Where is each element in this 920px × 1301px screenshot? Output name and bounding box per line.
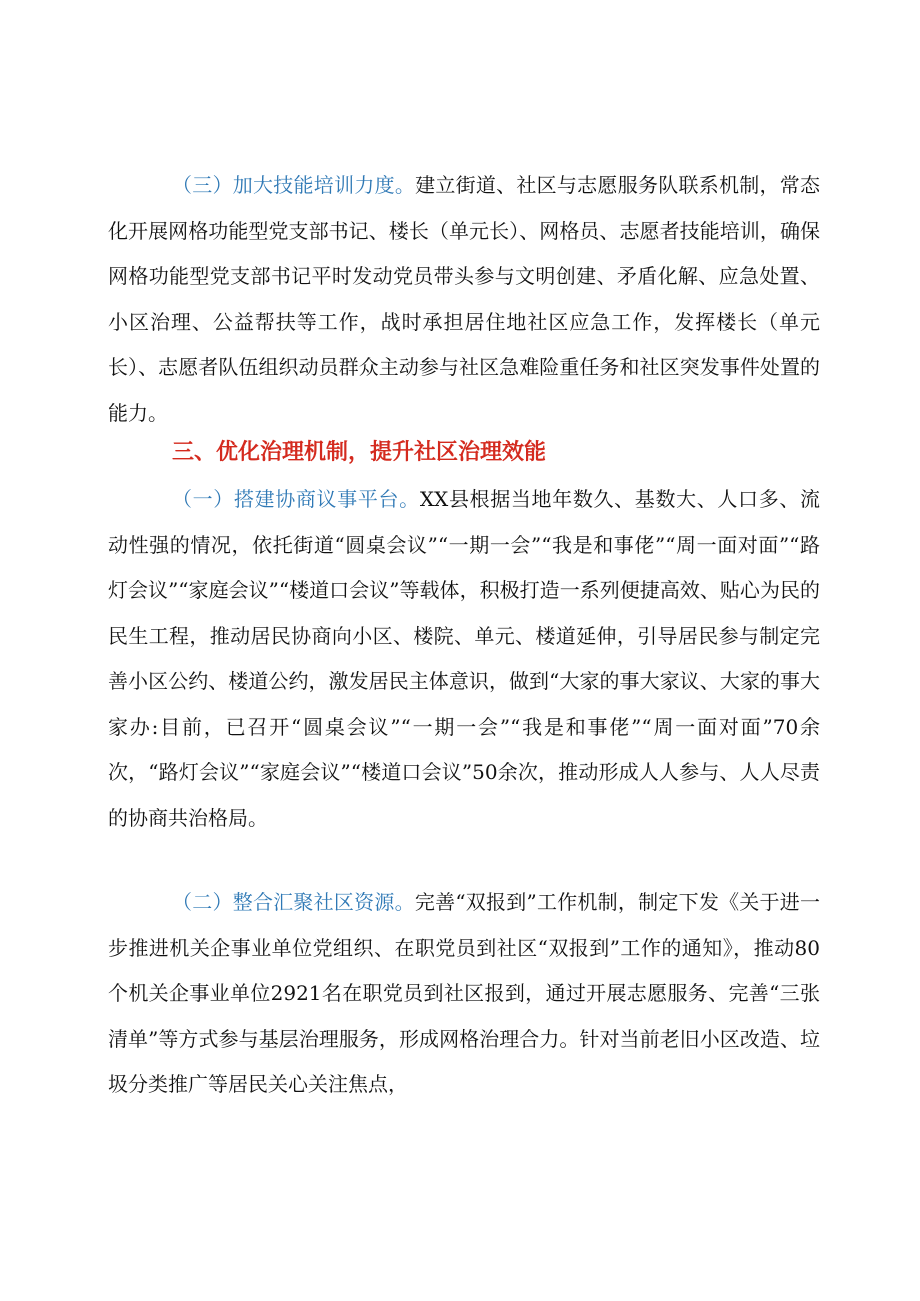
paragraph-lead-heading: （二）整合汇聚社区资源。 [172, 890, 415, 914]
paragraph-consultation-platform [108, 477, 820, 841]
paragraph-body-text: 建立街道、社区与志愿服务队联系机制，常态化开展网格功能型党支部书记、楼长（单元长）、网格员、志愿者技能培训，确保网格功能型党支部书记平时发动党员带头参与文明创建、矛盾化解、应急处置、小区治理、公益帮扶等工作，战时承担居住地社区应急工作，发挥楼长（单元长）、志愿者队伍组织动员群众主动参与社区急难险重任务和社区突发事件处置的能力。 [108, 173, 821, 425]
paragraph-skills-training [108, 163, 820, 436]
paragraph-lead-heading: （一）搭建协商议事平台。 [172, 487, 420, 511]
paragraph-community-resources [108, 880, 820, 1108]
paragraph-body-text: 完善“双报到”工作机制，制定下发《关于进一步推进机关企事业单位党组织、在职党员到社区“双报到”工作的通知》，推动80个机关企事业单位2921名在职党员到社区报到，通过开展志愿服务、完善“三张清单”等方式参与基层治理服务，形成网格治理合力。针对当前老旧小区改造、垃圾分类推广等居民关心关注焦点， [108, 890, 821, 1096]
section-heading: 三、优化治理机制，提升社区治理效能 [172, 440, 547, 465]
paragraph-body-text: XX县根据当地年数久、基数大、人口多、流动性强的情况，依托街道“圆桌会议”“一期一会”“我是和事佬”“周一面对面”“路灯会议”“家庭会议”“楼道口会议”等载体，积极打造一系列便捷高效、贴心为民的民生工程，推动居民协商向小区、楼院、单元、楼道延伸，引导居民参与制定完善小区公约、楼道公约，激发居民主体意识，做到“大家的事大家议、大家的事大家办:目前，已召开“圆桌会议”“一期一会”“我是和事佬”“周一面对面”70余次，“路灯会议”“家庭会议”“楼道口会议”50余次，推动形成人人参与、人人尽责的协商共治格局。 [108, 487, 820, 830]
paragraph-lead-heading: （三）加大技能培训力度。 [172, 173, 416, 197]
